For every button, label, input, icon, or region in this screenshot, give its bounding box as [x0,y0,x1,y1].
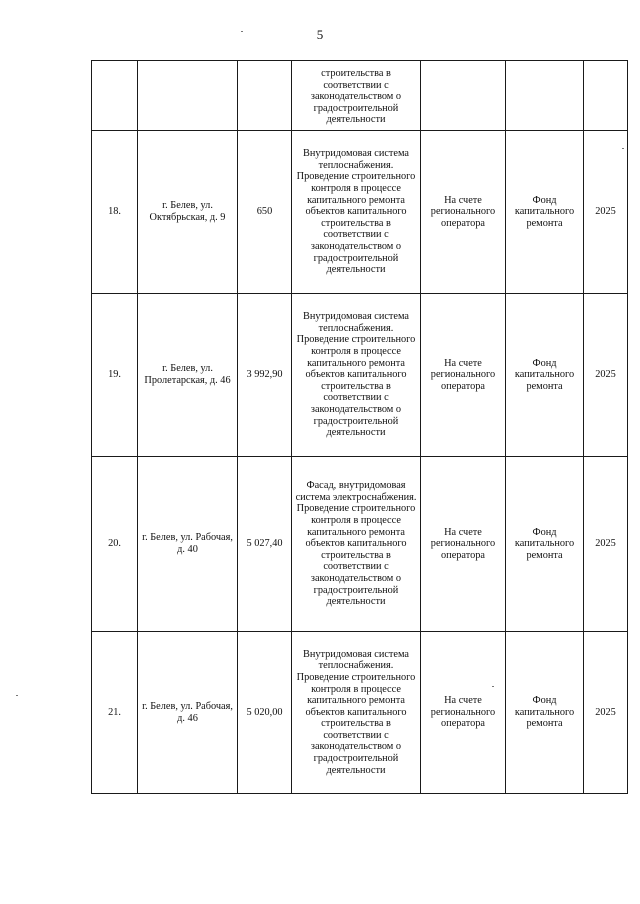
cell-area [238,61,292,131]
scan-speck [16,695,18,696]
cell-num: 21. [92,632,138,794]
cell-source [506,61,584,131]
table-row [92,131,628,294]
cell-area: 5 027,40 [238,457,292,632]
cell-source: Фонд капитального ремонта [506,131,584,294]
table-row [92,632,628,794]
cell-address: г. Белев, ул. Пролетарская, д. 46 [138,294,238,457]
cell-description: Внутридомовая система теплоснабжения. Проведение строительного контроля в процессе капитального ремонта объектов капитального строительства в соответствии с законодательством о градостроительной деятельности [292,294,421,457]
cell-account: На счете регионального оператора [421,294,506,457]
cell-description: Внутридомовая система теплоснабжения. Проведение строительного контроля в процессе капитального ремонта объектов капитального строительства в соответствии с законодательством о градостроительной деятельности [292,131,421,294]
cell-area: 5 020,00 [238,632,292,794]
cell-account [421,61,506,131]
table-row [92,294,628,457]
cell-description: Внутридомовая система теплоснабжения. Проведение строительного контроля в процессе капитального ремонта объектов капитального строительства в соответствии с законодательством о градостроительной деятельности [292,632,421,794]
cell-account: На счете регионального оператора [421,632,506,794]
cell-source: Фонд капитального ремонта [506,294,584,457]
cell-num: 18. [92,131,138,294]
cell-area: 3 992,90 [238,294,292,457]
cell-address [138,61,238,131]
cell-address: г. Белев, ул. Октябрьская, д. 9 [138,131,238,294]
scan-speck [241,31,243,32]
cell-account: На счете регионального оператора [421,131,506,294]
table-row [92,457,628,632]
scan-speck [622,148,624,149]
scan-speck [492,686,494,687]
cell-account: На счете регионального оператора [421,457,506,632]
cell-num: 20. [92,457,138,632]
cell-year: 2025 [584,294,628,457]
cell-year [584,61,628,131]
cell-area: 650 [238,131,292,294]
table-row-continuation [92,61,628,131]
cell-num: 19. [92,294,138,457]
cell-source: Фонд капитального ремонта [506,632,584,794]
cell-year: 2025 [584,457,628,632]
cell-year: 2025 [584,632,628,794]
cell-description: строительства в соответствии с законодательством о градостроительной деятельности [292,61,421,131]
work-schedule-table [91,60,628,794]
cell-source: Фонд капитального ремонта [506,457,584,632]
page-number: 5 [316,27,324,42]
cell-description: Фасад, внутридомовая система электроснабжения. Проведение строительного контроля в процессе капитального ремонта объектов капитального строительства в соответствии с законодательством о градостроительной деятельности [292,457,421,632]
cell-address: г. Белев, ул. Рабочая, д. 40 [138,457,238,632]
cell-num [92,61,138,131]
cell-year: 2025 [584,131,628,294]
cell-address: г. Белев, ул. Рабочая, д. 46 [138,632,238,794]
